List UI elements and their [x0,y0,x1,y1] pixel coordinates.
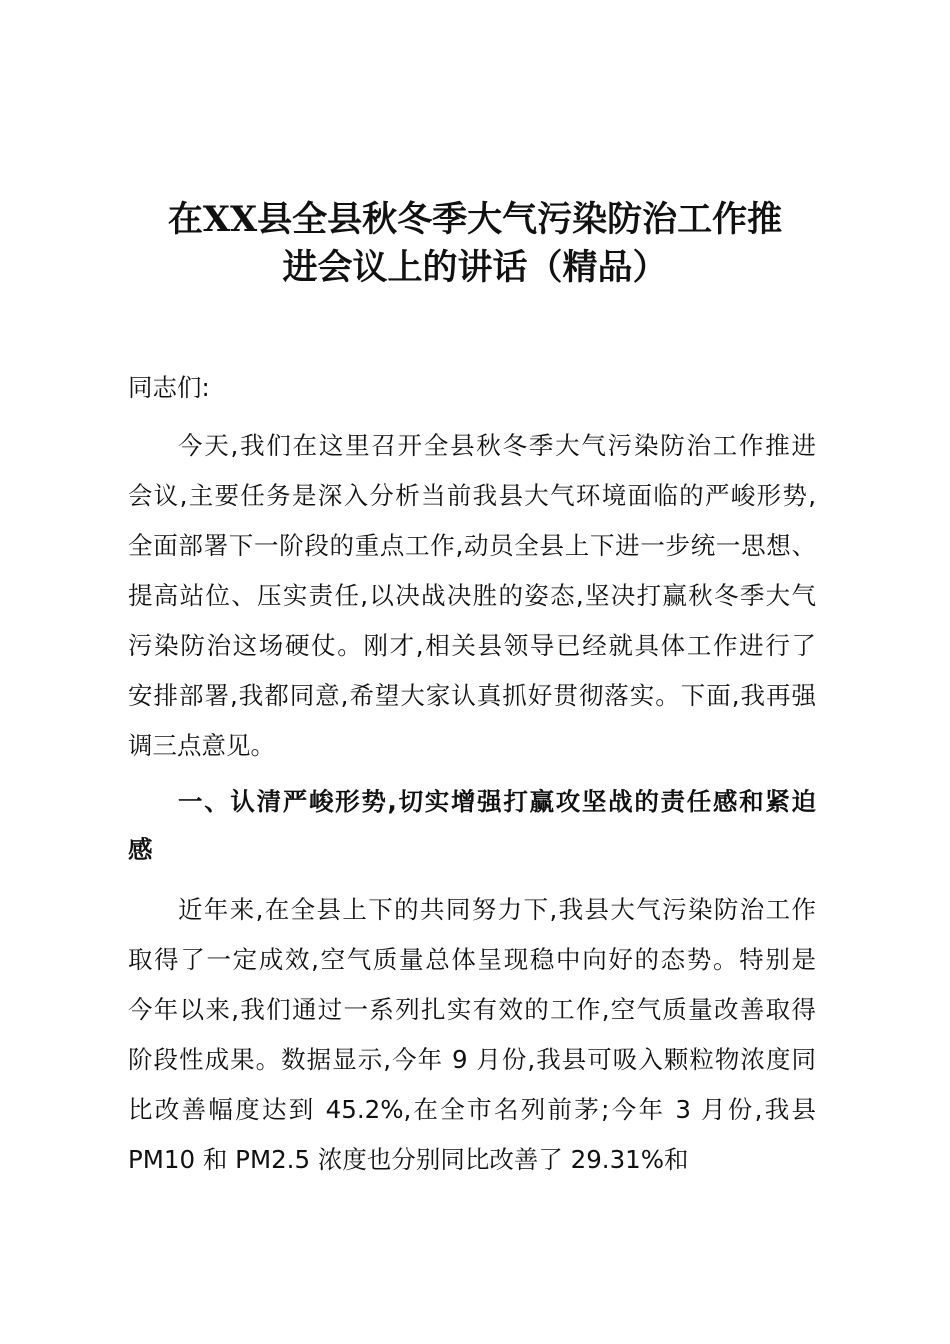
paragraph-2 [128,885,816,1185]
heading-line: 一、认清严峻形势,切实增强打赢攻坚战的责任感和紧迫 [178,787,816,816]
paragraph-line: 会议,主要任务是深入分析当前我县大气环境面临的严峻形势, [128,481,816,510]
paragraph-line: 安排部署,我都同意,希望大家认真抓好贯彻落实。下面,我再强 [128,681,816,710]
paragraph-1 [128,421,816,771]
greeting-text: 同志们: [128,373,210,402]
heading-line: 感 [128,835,153,864]
paragraph-line: 比改善幅度达到 45.2%,在全市名列前茅;今年 3 月份,我县 [128,1095,816,1124]
document-title [0,196,950,292]
paragraph-line: 近年来,在全县上下的共同努力下,我县大气污染防治工作 [178,895,816,924]
paragraph-line: 阶段性成果。数据显示,今年 9 月份,我县可吸入颗粒物浓度同 [128,1045,816,1074]
paragraph-line: 全面部署下一阶段的重点工作,动员全县上下进一步统一思想、 [128,531,816,560]
section-heading-1 [128,778,816,874]
paragraph-line: 调三点意见。 [128,731,275,760]
paragraph-line: 今天,我们在这里召开全县秋冬季大气污染防治工作推进 [178,431,816,460]
paragraph-line: 污染防治这场硬仗。刚才,相关县领导已经就具体工作进行了 [128,631,816,660]
paragraph-line: 今年以来,我们通过一系列扎实有效的工作,空气质量改善取得 [128,995,816,1024]
greeting [128,363,816,413]
paragraph-line: 取得了一定成效,空气质量总体呈现稳中向好的态势。特别是 [128,945,816,974]
title-line: 进会议上的讲话（精品） [282,247,668,288]
title-line: 在XX县全县秋冬季大气污染防治工作推 [167,199,783,240]
paragraph-line: 提高站位、压实责任,以决战决胜的姿态,坚决打赢秋冬季大气 [128,581,816,610]
paragraph-line: PM10 和 PM2.5 浓度也分别同比改善了 29.31%和 [128,1145,689,1174]
